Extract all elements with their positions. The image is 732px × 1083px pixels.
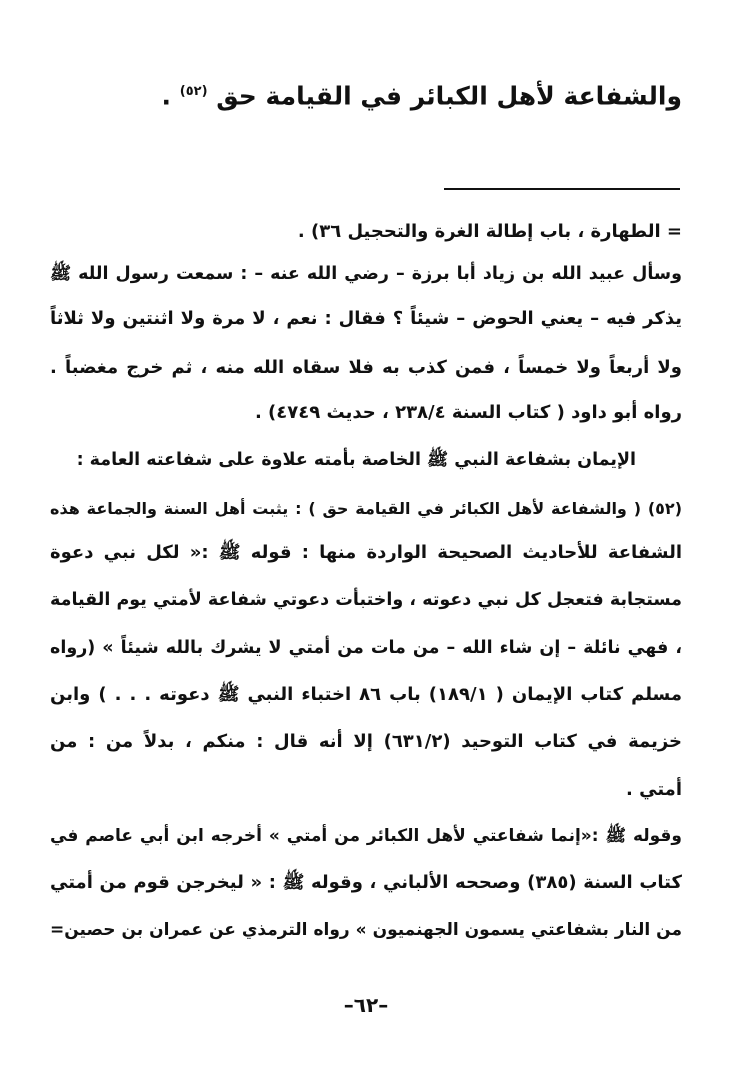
commentary-line: وقوله ﷺ :«إنما شفاعتي لأهل الكبائر من أمتي » أخرجه ابن أبي عاصم في <box>50 826 682 846</box>
commentary-line: أمتي . <box>626 779 682 800</box>
footnote-line: ولا أربعاً ولا خمساً ، فمن كذب به فلا سقاه الله منه ، ثم خرج مغضباً . <box>50 357 682 378</box>
footnote-line: = الطهارة ، باب إطالة الغرة والتحجيل ٣٦) . <box>297 221 682 242</box>
commentary-line: من النار بشفاعتي يسمون الجهنميون » رواه الترمذي عن عمران بن حصين= <box>50 920 682 940</box>
commentary-line: (٥٢) ( والشفاعة لأهل الكبائر في القيامة حق ) : يثبت أهل السنة والجماعة هذه <box>50 499 682 518</box>
commentary-line: مستجابة فتعجل كل نبي دعوته ، واختبأت دعوتي شفاعة لأمتي يوم القيامة <box>50 590 682 610</box>
commentary-line: ، فهي نائلة – إن شاء الله – من مات من أمتي لا يشرك بالله شيئاً » (رواه <box>50 638 682 658</box>
heading-end: . <box>161 81 180 111</box>
matn-heading <box>42 72 682 116</box>
footnote-line: رواه أبو داود ( كتاب السنة ٢٣٨/٤ ، حديث ٤٧٤٩) . <box>254 402 682 423</box>
commentary-line: خزيمة في كتاب التوحيد (٦٣١/٢) إلا أنه قال : منكم ، بدلاً من : من <box>50 731 682 752</box>
commentary-line: الشفاعة للأحاديث الصحيحة الواردة منها : قوله ﷺ :« لكل نبي دعوة <box>50 542 682 563</box>
footnote-line: يذكر فيه – يعني الحوض – شيئاً ؟ فقال : نعم ، لا مرة ولا اثنتين ولا ثلاثاً <box>50 308 682 329</box>
commentary-line: مسلم كتاب الإيمان ( ١٨٩/١) باب ٨٦ اختباء النبي ﷺ دعوته . . . ) وابن <box>50 684 682 705</box>
page-number: –٦٢– <box>343 993 389 1017</box>
footnote-separator <box>444 188 680 190</box>
commentary-heading: الإيمان بشفاعة النبي ﷺ الخاصة بأمته علاوة على شفاعته العامة : <box>76 450 636 470</box>
commentary-line: كتاب السنة (٣٨٥) وصححه الألباني ، وقوله ﷺ : « ليخرجن قوم من أمتي <box>50 872 682 893</box>
footnote-line: وسأل عبيد الله بن زياد أبا برزة – رضي الله عنه – : سمعت رسول الله ﷺ <box>50 264 682 284</box>
heading-note-ref: (٥٢) <box>179 84 208 99</box>
heading-text: والشفاعة لأهل الكبائر في القيامة حق <box>216 81 682 111</box>
